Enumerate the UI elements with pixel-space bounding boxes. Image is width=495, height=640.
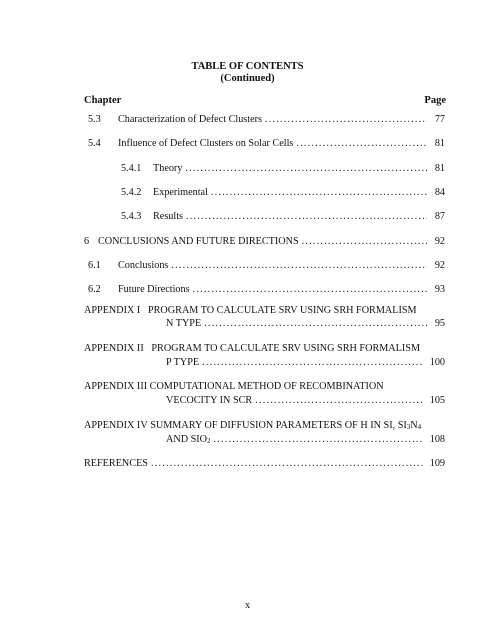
toc-entry-label: Theory: [153, 163, 183, 174]
toc-entry-label: CONCLUSIONS AND FUTURE DIRECTIONS: [98, 236, 299, 247]
appendix-page: 95: [434, 318, 445, 329]
appendix-entry[interactable]: [84, 420, 421, 431]
appendix-entry[interactable]: [84, 343, 420, 354]
leader-dots: [151, 458, 423, 469]
appendix-title-line2: N TYPE: [166, 318, 202, 329]
subscript: 4: [417, 423, 422, 431]
leader-dots: [296, 138, 427, 149]
toc-entry-number: 5.4.3: [121, 211, 142, 222]
toc-entry-number: 6.2: [88, 284, 101, 295]
toc-entry-number: 5.4.1: [121, 163, 142, 174]
toc-entry[interactable]: [121, 187, 445, 201]
references-page: 109: [429, 458, 445, 469]
toc-entry-number: 5.4.2: [121, 187, 142, 198]
appendix-entry-line2[interactable]: [166, 357, 445, 371]
toc-entry-page: 81: [434, 163, 445, 174]
leader-dots: [202, 357, 423, 368]
leader-dots: [185, 163, 427, 174]
leader-dots: [214, 434, 423, 445]
toc-entry[interactable]: [88, 284, 445, 298]
page-title: TABLE OF CONTENTS: [191, 61, 304, 72]
appendix-entry[interactable]: [84, 381, 384, 392]
leader-dots: [204, 318, 427, 329]
toc-entry-page: 77: [434, 114, 445, 125]
appendix-entry[interactable]: [84, 305, 417, 316]
appendix-id: APPENDIX II: [84, 343, 144, 354]
appendix-id: APPENDIX IV: [84, 420, 148, 431]
subscript: 2: [207, 437, 211, 445]
appendix-title-line1-cont: N: [410, 420, 418, 431]
toc-entry-label: Results: [153, 211, 184, 222]
toc-chapter-entry[interactable]: [84, 236, 445, 250]
leader-dots: [171, 260, 427, 271]
appendix-id: APPENDIX III: [84, 381, 148, 392]
toc-entry-number: 6.1: [88, 260, 101, 271]
references-label: REFERENCES: [84, 458, 148, 469]
appendix-entry-line2[interactable]: [166, 395, 445, 409]
toc-entry-label: Influence of Defect Clusters on Solar Cells: [118, 138, 294, 149]
toc-entry[interactable]: [121, 211, 445, 225]
toc-entry[interactable]: [88, 114, 445, 128]
toc-entry-page: 81: [434, 138, 445, 149]
leader-dots: [186, 211, 427, 222]
toc-entry-label: Future Directions: [118, 284, 190, 295]
toc-entry-page: 92: [434, 236, 445, 247]
toc-entry-label: Characterization of Defect Clusters: [118, 114, 262, 125]
toc-entry-number: 5.4: [88, 138, 101, 149]
leader-dots: [265, 114, 427, 125]
appendix-title-line2: P TYPE: [166, 357, 200, 368]
appendix-page: 100: [429, 357, 445, 368]
appendix-entry-line2[interactable]: [166, 318, 445, 332]
appendix-page: 105: [429, 395, 445, 406]
toc-entry-page: 92: [434, 260, 445, 271]
toc-entry-label: Conclusions: [118, 260, 169, 271]
appendix-page: 108: [429, 434, 445, 445]
toc-entry-page: 87: [434, 211, 445, 222]
toc-entry-page: 93: [434, 284, 445, 295]
page-number: x: [244, 600, 251, 611]
page-column-header: Page: [424, 95, 446, 106]
appendix-entry-line2[interactable]: [166, 434, 445, 448]
leader-dots: [193, 284, 427, 295]
appendix-title-line1: PROGRAM TO CALCULATE SRV USING SRH FORMALISM: [147, 305, 417, 316]
appendix-title-line2: AND SIO2: [166, 434, 211, 445]
toc-entry-page: 84: [434, 187, 445, 198]
appendix-id: APPENDIX I: [84, 305, 141, 316]
toc-entry-number: 5.3: [88, 114, 101, 125]
toc-entry[interactable]: [88, 138, 445, 152]
appendix-title-line1: COMPUTATIONAL METHOD OF RECOMBINATION: [149, 381, 384, 392]
toc-entry[interactable]: [121, 163, 445, 177]
leader-dots: [255, 395, 423, 406]
chapter-column-header: Chapter: [84, 95, 122, 106]
subscript: 3: [406, 423, 411, 431]
appendix-title-line1: PROGRAM TO CALCULATE SRV USING SRH FORMALISM: [151, 343, 420, 354]
leader-dots: [211, 187, 427, 198]
appendix-title-line1: SUMMARY OF DIFFUSION PARAMETERS OF H IN SI, SI: [150, 420, 407, 431]
toc-entry-label: Experimental: [153, 187, 208, 198]
toc-entry-number: 6: [84, 236, 90, 247]
appendix-title-line2: VECOCITY IN SCR: [166, 395, 253, 406]
references-entry[interactable]: [84, 458, 445, 472]
leader-dots: [302, 236, 427, 247]
toc-entry[interactable]: [88, 260, 445, 274]
page-subtitle: (Continued): [220, 73, 275, 84]
